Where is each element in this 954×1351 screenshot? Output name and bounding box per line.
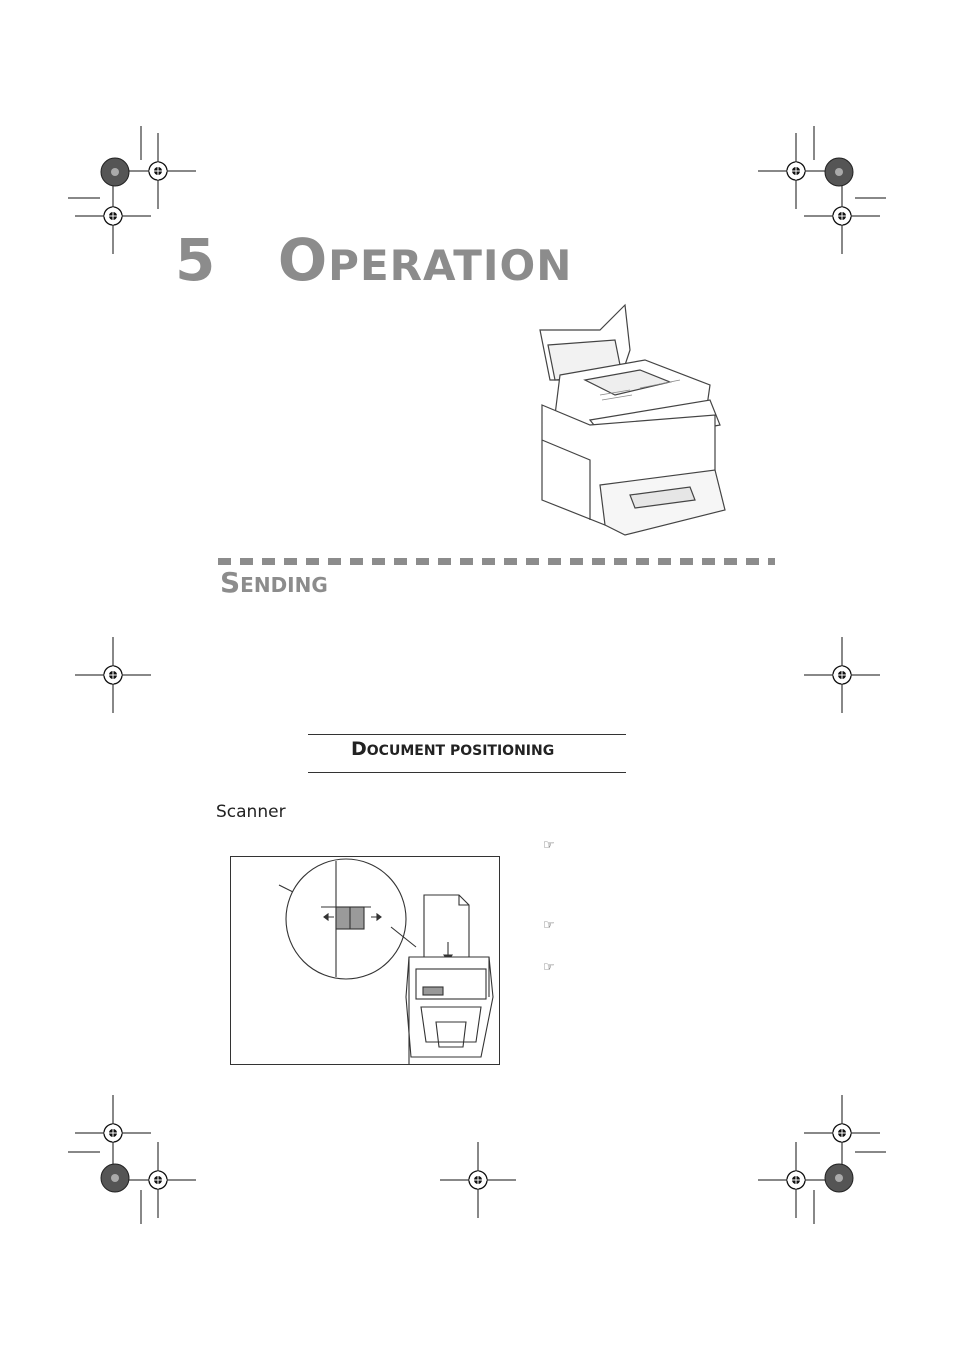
chapter-number: 5 [175,226,217,294]
subsection-title-initial: D [351,738,367,760]
chapter-title-initial: O [277,226,329,294]
pointing-hand-icon: ☞ [543,918,555,933]
section-divider [218,558,775,565]
section-title-rest: ENDING [240,573,328,597]
pointing-hand-icon: ☞ [543,838,555,853]
pointing-hand-icon: ☞ [543,960,555,975]
section-title-initial: S [220,566,241,599]
subsection-title [351,738,554,760]
fax-machine-illustration [530,300,730,545]
chapter-title [175,226,572,294]
scanner-figure [230,856,500,1065]
scanner-heading: Scanner [216,802,286,822]
subsection-title-rest: OCUMENT POSITIONING [366,743,555,759]
document-feeder-illustration [231,857,499,1064]
chapter-title-rest: PERATION [328,241,573,290]
section-title [220,566,328,599]
